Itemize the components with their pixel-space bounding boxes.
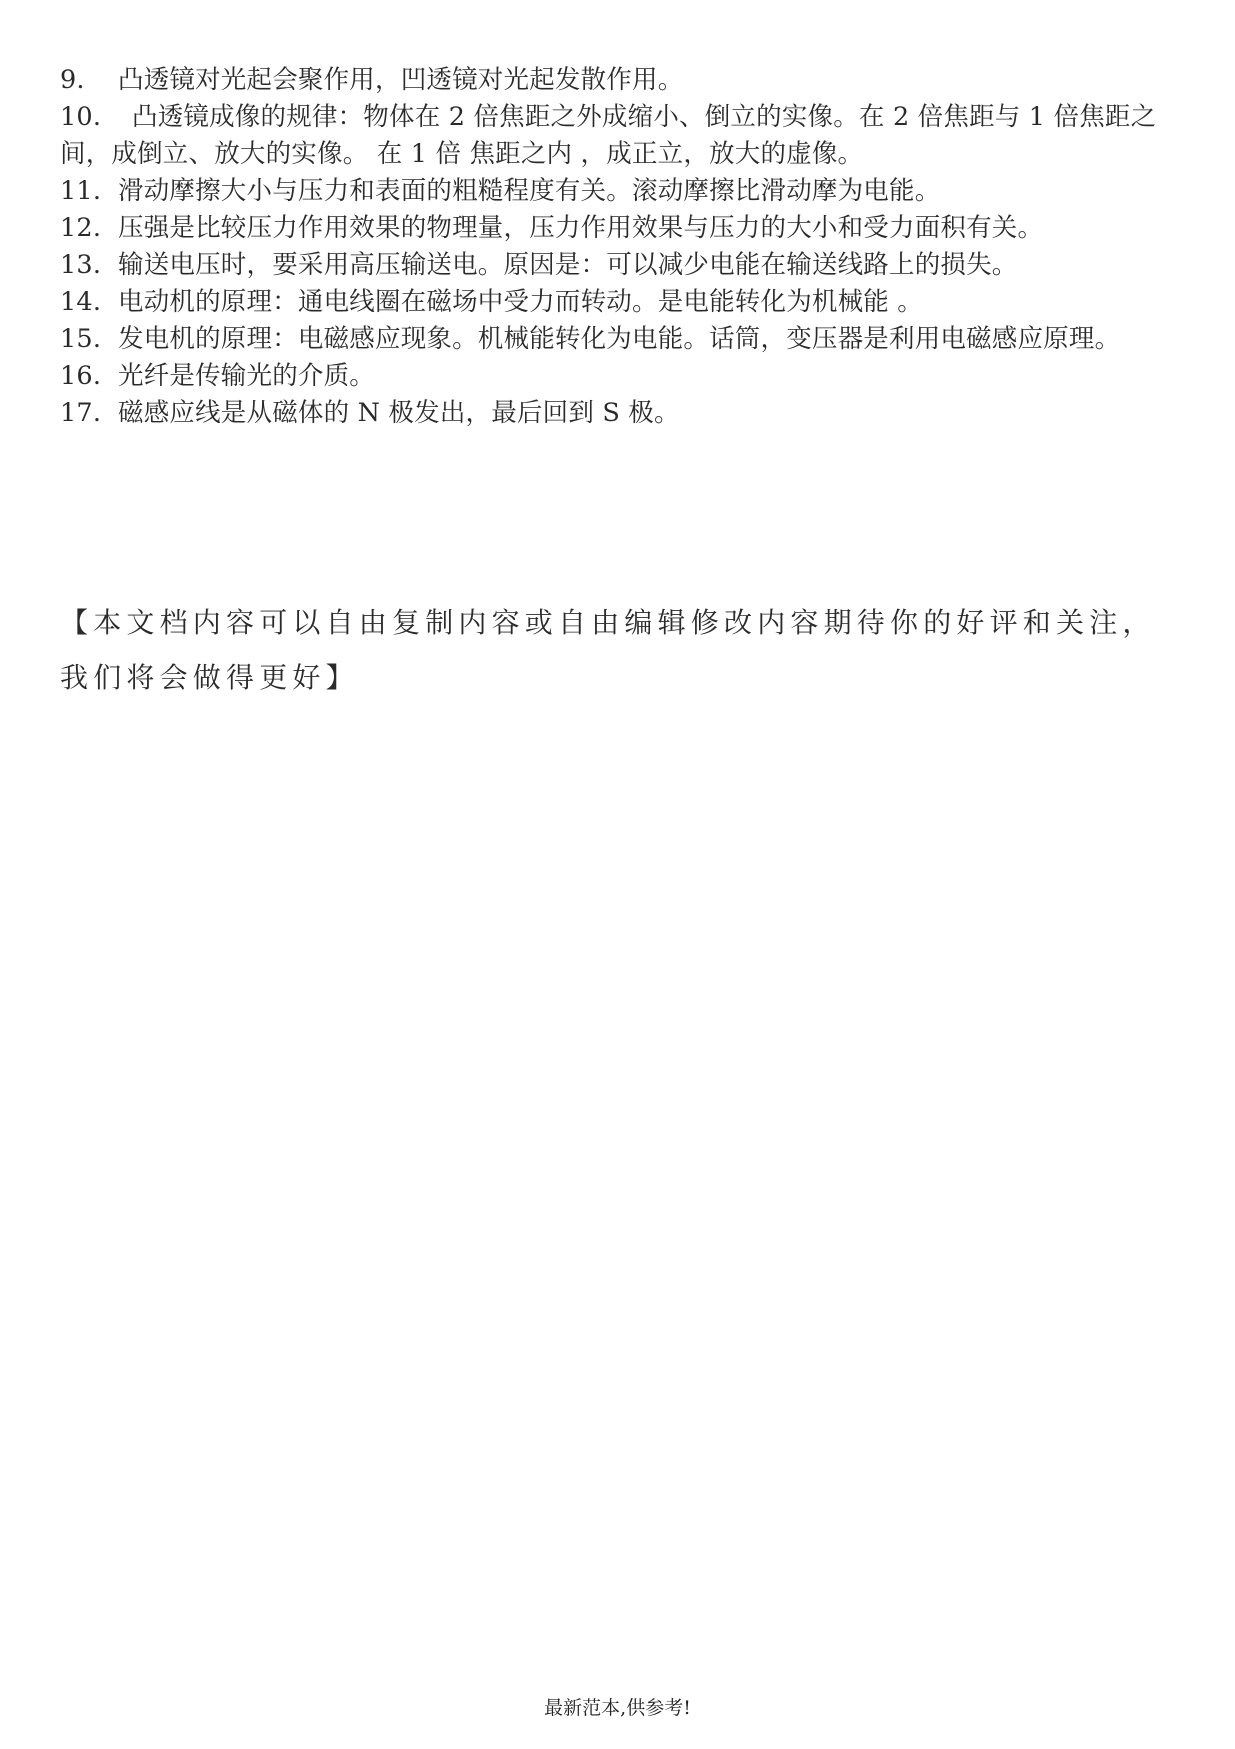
list-item [60,284,1180,321]
document-body [60,62,1180,432]
item-number: 15. [60,324,102,354]
list-item [60,173,1180,210]
item-text: 光纤是传输光的介质。 [118,361,376,391]
item-text: 凸透镜对光起会聚作用，凹透镜对光起发散作用。 [118,65,684,95]
list-item [60,99,1180,173]
item-text: 发电机的原理：电磁感应现象。机械能转化为电能。话筒，变压器是利用电磁感应原理。 [118,324,1121,354]
list-item [60,358,1180,395]
page-footer: 最新范本,供参考! [544,1697,691,1719]
list-item [60,62,1180,99]
item-text: 输送电压时，要采用高压输送电。原因是：可以减少电能在输送线路上的损失。 [118,250,1018,280]
item-text: 电动机的原理：通电线圈在磁场中受力而转动。是电能转化为机械能 。 [118,287,924,317]
item-number: 13. [60,250,102,280]
document-note: 【本文档内容可以自由复制内容或自由编辑修改内容期待你的好评和关注，我们将会做得更好】 [60,606,1156,694]
item-number: 16. [60,361,102,391]
item-number: 11. [60,176,102,206]
item-number: 9. [60,65,85,95]
list-item [60,321,1180,358]
item-text: 滑动摩擦大小与压力和表面的粗糙程度有关。滚动摩擦比滑动摩为电能。 [118,176,941,206]
item-text: 凸透镜成像的规律：物体在 2 倍焦距之外成缩小、倒立的实像。在 2 倍焦距与 1 倍焦距之间，成倒立、放大的实像。 在 1 倍 焦距之内 ，成正立，放大的虚像。 [60,102,1157,169]
item-text: 磁感应线是从磁体的 N 极发出，最后回到 S 极。 [118,398,680,428]
list-item [60,247,1180,284]
list-item [60,395,1180,432]
item-number: 12. [60,213,102,243]
list-item [60,210,1180,247]
item-text: 压强是比较压力作用效果的物理量，压力作用效果与压力的大小和受力面积有关。 [118,213,1044,243]
item-number: 17. [60,398,102,428]
item-number: 10. [60,102,102,132]
item-number: 14. [60,287,102,317]
